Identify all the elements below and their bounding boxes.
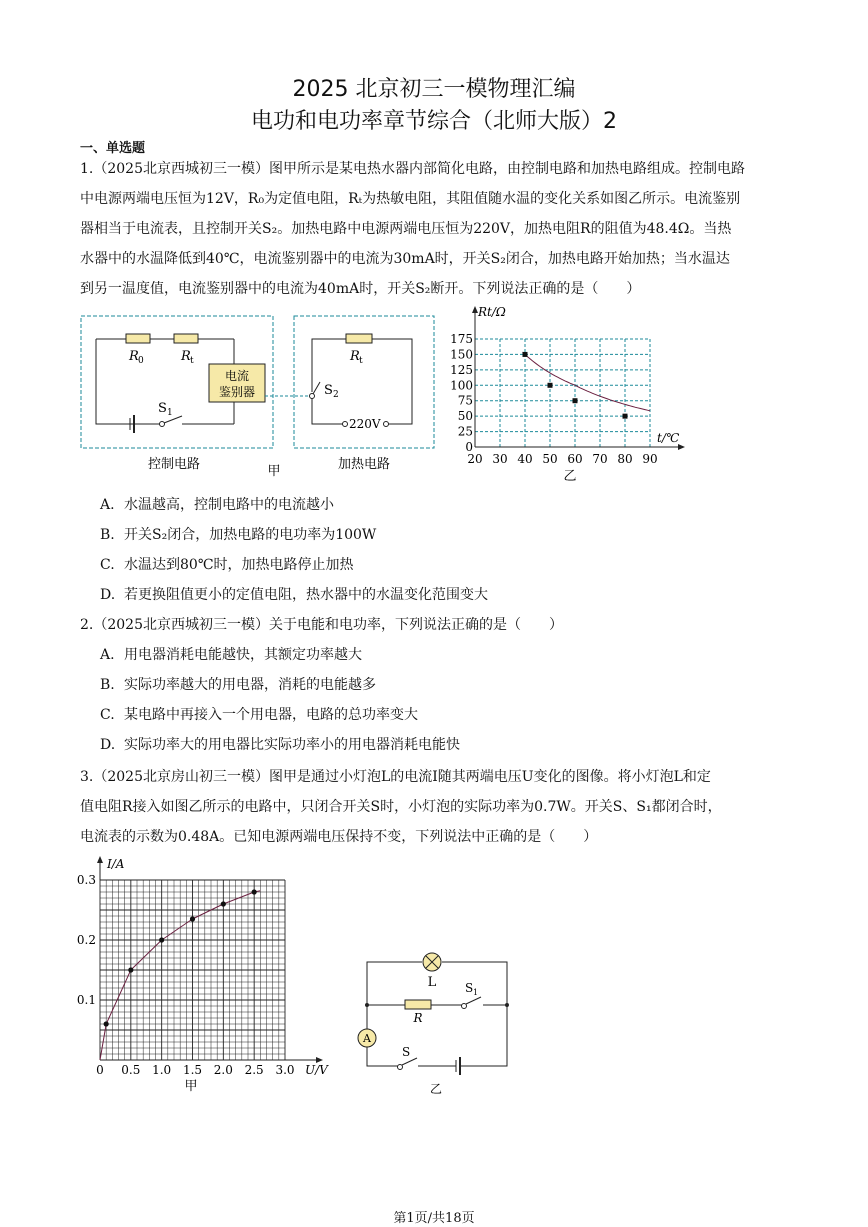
question-1-line: 器相当于电流表，且控制开关S₂。加热电路中电源两端电压恒为220V，加热电阻R的阻值为48.4Ω。当热	[80, 221, 732, 237]
question-2-option-a[interactable]: A. 用电器消耗电能越快，其额定功率越大	[100, 647, 362, 663]
question-2-stem	[80, 610, 815, 640]
svg-text:100: 100	[450, 378, 473, 393]
y-axis-label: Rt/Ω	[478, 305, 506, 319]
svg-text:70: 70	[592, 452, 608, 466]
heating-circuit-label: 加热电路	[337, 457, 391, 472]
page-footer: 第1页/共18页	[393, 1211, 475, 1226]
detector-label-2: 鉴别器	[218, 385, 256, 399]
r0-label: R	[129, 349, 139, 364]
svg-text:1: 1	[167, 408, 173, 418]
svg-text:0: 0	[138, 356, 144, 366]
svg-text:2.5: 2.5	[244, 1063, 264, 1077]
question-1-line: 水器中的水温降低到40℃，电流鉴别器中的电流为30mA时，开关S₂闭合，加热电路开始加热；当水温达	[80, 251, 730, 267]
figure-caption-yi: 乙	[563, 469, 577, 484]
document-title-line1: 2025 北京初三一模物理汇编	[292, 77, 576, 102]
figure-yi-circuit	[350, 945, 520, 1095]
rt-label: R	[181, 349, 191, 364]
svg-text:30: 30	[492, 452, 508, 466]
figure-jia-circuit	[78, 312, 443, 477]
question-1-option-c[interactable]: C. 水温达到80℃时，加热电路停止加热	[100, 557, 354, 573]
figure-caption-jia: 甲	[267, 464, 281, 477]
question-1-option-d[interactable]: D. 若更换阻值更小的定值电阻，热水器中的水温变化范围变大	[100, 587, 488, 603]
question-1-line: 1.（2025北京西城初三一模）图甲所示是某电热水器内部简化电路，由控制电路和加热电路组成。控制电路	[80, 161, 745, 177]
svg-text:50: 50	[542, 452, 558, 466]
control-circuit-label: 控制电路	[147, 457, 201, 472]
question-3-line: 3.（2025北京房山初三一模）图甲是通过小灯泡L的电流I随其两端电压U变化的图像。将小灯泡L和定	[80, 769, 711, 785]
question-3-stem	[80, 762, 815, 852]
svg-text:2.0: 2.0	[213, 1063, 233, 1077]
svg-text:t: t	[359, 356, 363, 366]
figure-caption-yi: 乙	[429, 1082, 443, 1095]
svg-text:175: 175	[450, 332, 473, 346]
chart-grid	[77, 856, 323, 1077]
x-axis-label: U/V	[305, 1063, 328, 1077]
figure-caption-jia: 甲	[184, 1079, 198, 1094]
s2-label: S	[324, 383, 333, 398]
voltage-label: 220V	[349, 417, 381, 431]
question-1-option-b[interactable]: B. 开关S₂闭合，加热电路的电功率为100W	[100, 527, 377, 543]
question-1-option-a[interactable]: A. 水温越高，控制电路中的电流越小	[100, 497, 334, 513]
s1-label: S	[465, 981, 474, 995]
question-3-line: 值电阻R接入如图乙所示的电路中，只闭合开关S时，小灯泡的实际功率为0.7W。开关S、S₁都闭合时，	[80, 799, 722, 815]
question-3-line: 电流表的示数为0.48A。已知电源两端电压保持不变，下列说法中正确的是（ ）	[80, 829, 598, 845]
x-axis-label: t/℃	[657, 431, 680, 445]
s-label: S	[402, 1045, 411, 1059]
svg-text:90: 90	[642, 452, 658, 466]
svg-text:150: 150	[450, 347, 473, 362]
svg-text:0.1: 0.1	[76, 993, 96, 1007]
svg-text:0: 0	[465, 440, 473, 454]
chart-rt-vs-t	[445, 300, 695, 485]
question-2-option-d[interactable]: D. 实际功率大的用电器比实际功率小的用电器消耗电能快	[100, 737, 460, 753]
chart-grid	[450, 306, 685, 466]
svg-text:1: 1	[473, 988, 479, 997]
svg-text:1.5: 1.5	[182, 1063, 203, 1077]
s1-label: S	[158, 401, 167, 416]
svg-text:50: 50	[457, 409, 473, 424]
svg-text:0: 0	[96, 1063, 104, 1077]
svg-text:60: 60	[567, 452, 583, 466]
detector-label-1: 电流	[224, 369, 250, 383]
heating-r-label: R	[350, 349, 360, 364]
question-2-option-c[interactable]: C. 某电路中再接入一个用电器，电路的总功率变大	[100, 707, 418, 723]
svg-text:0.5: 0.5	[121, 1063, 141, 1077]
lamp-label: L	[427, 975, 437, 990]
y-axis-label: I/A	[107, 857, 125, 871]
question-1-line: 到另一温度值，电流鉴别器中的电流为40mA时，开关S₂断开。下列说法正确的是（ ）	[80, 281, 641, 297]
svg-text:1.0: 1.0	[152, 1063, 172, 1077]
question-2-option-b[interactable]: B. 实际功率越大的用电器，消耗的电能越多	[100, 677, 376, 693]
svg-text:25: 25	[457, 424, 473, 439]
svg-text:40: 40	[517, 452, 533, 466]
svg-text:t: t	[190, 356, 194, 366]
question-1-line: 中电源两端电压恒为12V，R₀为定值电阻，Rₜ为热敏电阻，其阻值随水温的变化关系如图乙所示。电流鉴别	[80, 191, 741, 207]
question-1-stem	[80, 154, 815, 304]
section-heading: 一、单选题	[80, 141, 146, 156]
svg-text:75: 75	[457, 393, 473, 408]
svg-text:0.3: 0.3	[76, 873, 96, 887]
chart-i-vs-u	[75, 852, 340, 1097]
svg-text:2: 2	[333, 390, 339, 400]
svg-text:20: 20	[467, 452, 483, 466]
svg-text:3.0: 3.0	[275, 1063, 295, 1077]
svg-text:80: 80	[617, 452, 633, 466]
ammeter-label: A	[363, 1032, 371, 1045]
question-2-line: 2.（2025北京西城初三一模）关于电能和电功率，下列说法正确的是（ ）	[80, 617, 563, 633]
resistor-label: R	[413, 1011, 423, 1025]
svg-text:0.2: 0.2	[76, 933, 96, 947]
svg-text:125: 125	[450, 362, 473, 377]
document-title-line2: 电功和电功率章节综合（北师大版）2	[251, 109, 617, 134]
